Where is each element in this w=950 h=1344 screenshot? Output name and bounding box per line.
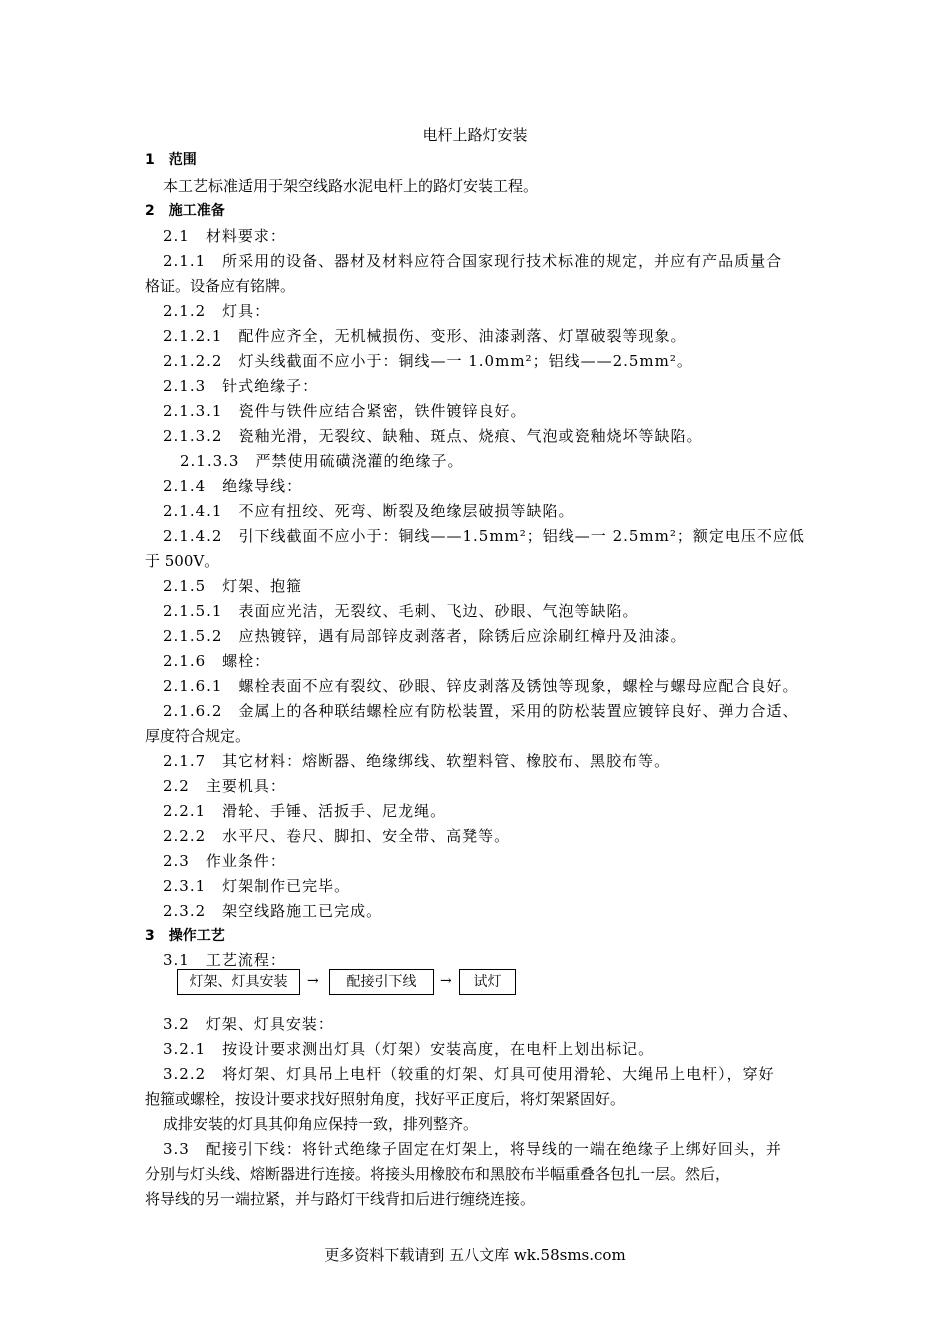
subsection-heading: 2.1 材料要求： bbox=[163, 227, 286, 245]
paragraph: 3.3 配接引下线：将针式绝缘子固定在灯架上，将导线的一端在绝缘子上绑好回头，并 bbox=[163, 1140, 782, 1158]
footer-watermark: 更多资料下载请到 五八文库 wk.58sms.com bbox=[324, 1246, 626, 1264]
paragraph: 3.2.1 按设计要求测出灯具（灯架）安装高度，在电杆上划出标记。 bbox=[163, 1040, 655, 1058]
subsection-heading: 3.1 工艺流程： bbox=[163, 951, 286, 969]
paragraph: 2.1.6.2 金属上的各种联结螺栓应有防松装置，采用的防松装置应镀锌良好、弹力合适、 bbox=[163, 702, 799, 720]
document-title: 电杆上路灯安装 bbox=[422, 126, 528, 144]
flow-arrow: → bbox=[440, 973, 452, 989]
paragraph: 2.1.2.2 灯头线截面不应小于：铜线—一 1.0mm²；铝线——2.5mm²。 bbox=[163, 352, 693, 370]
subsection-heading: 2.3 作业条件： bbox=[163, 852, 286, 870]
paragraph: 格证。设备应有铭牌。 bbox=[145, 277, 296, 295]
paragraph: 2.1.3.1 瓷件与铁件应结合紧密，铁件镀锌良好。 bbox=[163, 402, 527, 420]
subsection-heading: 3.2 灯架、灯具安装： bbox=[163, 1015, 334, 1033]
paragraph: 厚度符合规定。 bbox=[145, 727, 251, 745]
flow-step-wiring: 配接引下线 bbox=[329, 969, 434, 995]
paragraph: 2.3.2 架空线路施工已完成。 bbox=[163, 902, 383, 920]
subsection-heading: 2.1.3 针式绝缘子： bbox=[163, 377, 319, 395]
section-heading-preparation: 2 施工准备 bbox=[145, 203, 225, 219]
paragraph: 抱箍或螺栓，按设计要求找好照射角度，找好平正度后，将灯架紧固好。 bbox=[145, 1090, 626, 1108]
section-heading-scope: 1 范围 bbox=[145, 152, 197, 168]
flow-arrow: → bbox=[307, 973, 319, 989]
paragraph: 2.1.3.2 瓷釉光滑，无裂纹、缺釉、斑点、烧痕、气泡或瓷釉烧坏等缺陷。 bbox=[163, 427, 703, 445]
paragraph: 2.1.2.1 配件应齐全，无机械损伤、变形、油漆剥落、灯罩破裂等现象。 bbox=[163, 327, 687, 345]
paragraph: 2.1.3.3 严禁使用硫磺浇灌的绝缘子。 bbox=[180, 452, 464, 470]
paragraph: 分别与灯头线、熔断器进行连接。将接头用橡胶布和黑胶布半幅重叠各包扎一层。然后， bbox=[145, 1165, 731, 1183]
paragraph: 2.1.5.1 表面应光洁，无裂纹、毛刺、飞边、砂眼、气泡等缺陷。 bbox=[163, 602, 639, 620]
paragraph: 2.1.1 所采用的设备、器材及材料应符合国家现行技术标准的规定，并应有产品质量合 bbox=[163, 252, 783, 270]
subsection-heading: 2.1.6 螺栓： bbox=[163, 652, 271, 670]
paragraph: 2.3.1 灯架制作已完毕。 bbox=[163, 877, 351, 895]
paragraph: 成排安装的灯具其仰角应保持一致，排列整齐。 bbox=[163, 1115, 479, 1133]
paragraph: 2.1.4.2 引下线截面不应小于：铜线——1.5mm²；铝线—一 2.5mm²；额定电压不应低 bbox=[163, 527, 805, 545]
paragraph: 3.2.2 将灯架、灯具吊上电杆（较重的灯架、灯具可使用滑轮、大绳吊上电杆），穿好 bbox=[163, 1065, 775, 1083]
paragraph: 2.1.4.1 不应有扭绞、死弯、断裂及绝缘层破损等缺陷。 bbox=[163, 502, 575, 520]
paragraph: 将导线的另一端拉紧，并与路灯干线背扣后进行缠绕连接。 bbox=[145, 1190, 536, 1208]
paragraph: 本工艺标准适用于架空线路水泥电杆上的路灯安装工程。 bbox=[163, 177, 539, 195]
flow-step-lamp-install: 灯架、灯具安装 bbox=[177, 969, 300, 995]
subsection-heading: 2.1.4 绝缘导线： bbox=[163, 477, 303, 495]
paragraph: 2.2.1 滑轮、手锤、活扳手、尼龙绳。 bbox=[163, 802, 447, 820]
flow-step-test: 试灯 bbox=[459, 969, 516, 995]
paragraph: 2.1.6.1 螺栓表面不应有裂纹、砂眼、锌皮剥落及锈蚀等现象，螺栓与螺母应配合良好。 bbox=[163, 677, 799, 695]
section-heading-operation: 3 操作工艺 bbox=[145, 928, 225, 944]
paragraph: 2.1.5.2 应热镀锌，遇有局部锌皮剥落者，除锈后应涂刷红樟丹及油漆。 bbox=[163, 627, 687, 645]
paragraph: 于 500V。 bbox=[145, 552, 220, 570]
paragraph: 2.2.2 水平尺、卷尺、脚扣、安全带、高凳等。 bbox=[163, 827, 511, 845]
subsection-heading: 2.2 主要机具： bbox=[163, 777, 286, 795]
subsection-heading: 2.1.2 灯具： bbox=[163, 302, 271, 320]
subsection-heading: 2.1.5 灯架、抱箍 bbox=[163, 577, 303, 595]
paragraph: 2.1.7 其它材料：熔断器、绝缘绑线、软塑料管、橡胶布、黑胶布等。 bbox=[163, 752, 671, 770]
